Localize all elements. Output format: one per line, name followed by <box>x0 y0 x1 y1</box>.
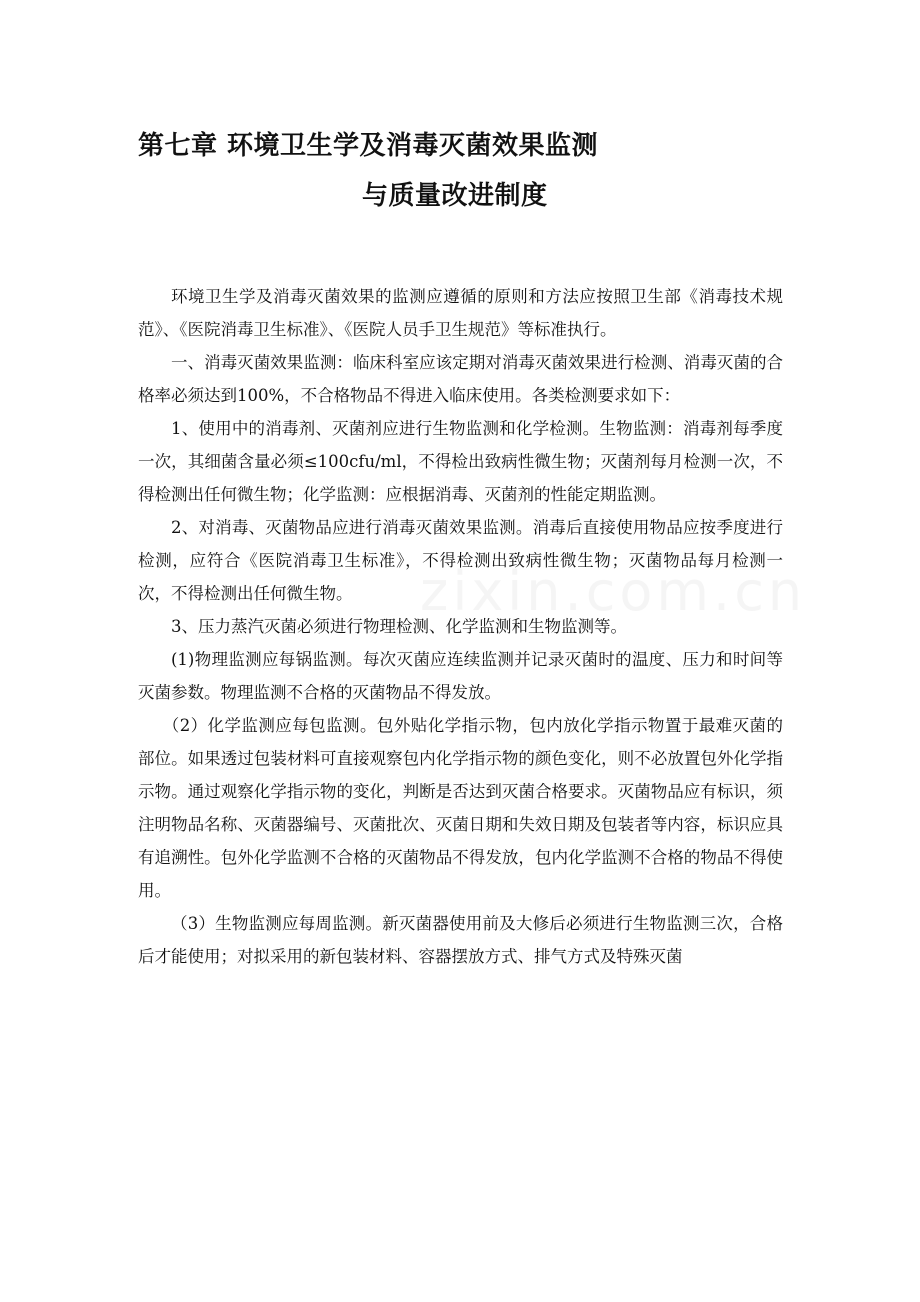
paragraph-intro: 环境卫生学及消毒灭菌效果的监测应遵循的原则和方法应按照卫生部《消毒技术规范》、《医院消毒卫生标准》、《医院人员手卫生规范》等标准执行。 <box>138 287 783 339</box>
paragraph-item-3: 3、压力蒸汽灭菌必须进行物理检测、化学监测和生物监测等。 <box>171 617 627 636</box>
watermark: zixin.com.cn <box>420 560 807 623</box>
paragraph-item-2: 2、对消毒、灭菌物品应进行消毒灭菌效果监测。消毒后直接使用物品应按季度进行检测，应符合《医院消毒卫生标准》，不得检测出致病性微生物；灭菌物品每月检测一次，不得检测出任何微生物。 <box>138 518 783 603</box>
paragraph-subitem-3: （3）生物监测应每周监测。新灭菌器使用前及大修后必须进行生物监测三次，合格后才能使用；对拟采用的新包装材料、容器摆放方式、排气方式及特殊灭菌 <box>138 914 783 966</box>
paragraph-item-1: 1、使用中的消毒剂、灭菌剂应进行生物监测和化学检测。生物监测：消毒剂每季度一次，其细菌含量必须≤100cfu/ml，不得检出致病性微生物；灭菌剂每月检测一次，不得检测出任何微生物；化学监测：应根据消毒、灭菌剂的性能定期监测。 <box>138 419 783 504</box>
chapter-title-line-1: 第七章 环境卫生学及消毒灭菌效果监测 <box>138 131 599 161</box>
paragraph-subitem-1: (1)物理监测应每锅监测。每次灭菌应连续监测并记录灭菌时的温度、压力和时间等灭菌参数。物理监测不合格的灭菌物品不得发放。 <box>138 650 783 702</box>
document-body <box>138 280 783 973</box>
paragraph-section-1: 一、消毒灭菌效果监测：临床科室应该定期对消毒灭菌效果进行检测、消毒灭菌的合格率必须达到100%，不合格物品不得进入临床使用。各类检测要求如下： <box>138 353 783 405</box>
chapter-title-line-2: 与质量改进制度 <box>362 181 548 211</box>
paragraph-subitem-2: （2）化学监测应每包监测。包外贴化学指示物，包内放化学指示物置于最难灭菌的部位。如果透过包装材料可直接观察包内化学指示物的颜色变化，则不必放置包外化学指示物。通过观察化学指示物的变化，判断是否达到灭菌合格要求。灭菌物品应有标识，须注明物品名称、灭菌器编号、灭菌批次、灭菌日期和失效日期及包装者等内容，标识应具有追溯性。包外化学监测不合格的灭菌物品不得发放，包内化学监测不合格的物品不得使用。 <box>138 716 783 900</box>
